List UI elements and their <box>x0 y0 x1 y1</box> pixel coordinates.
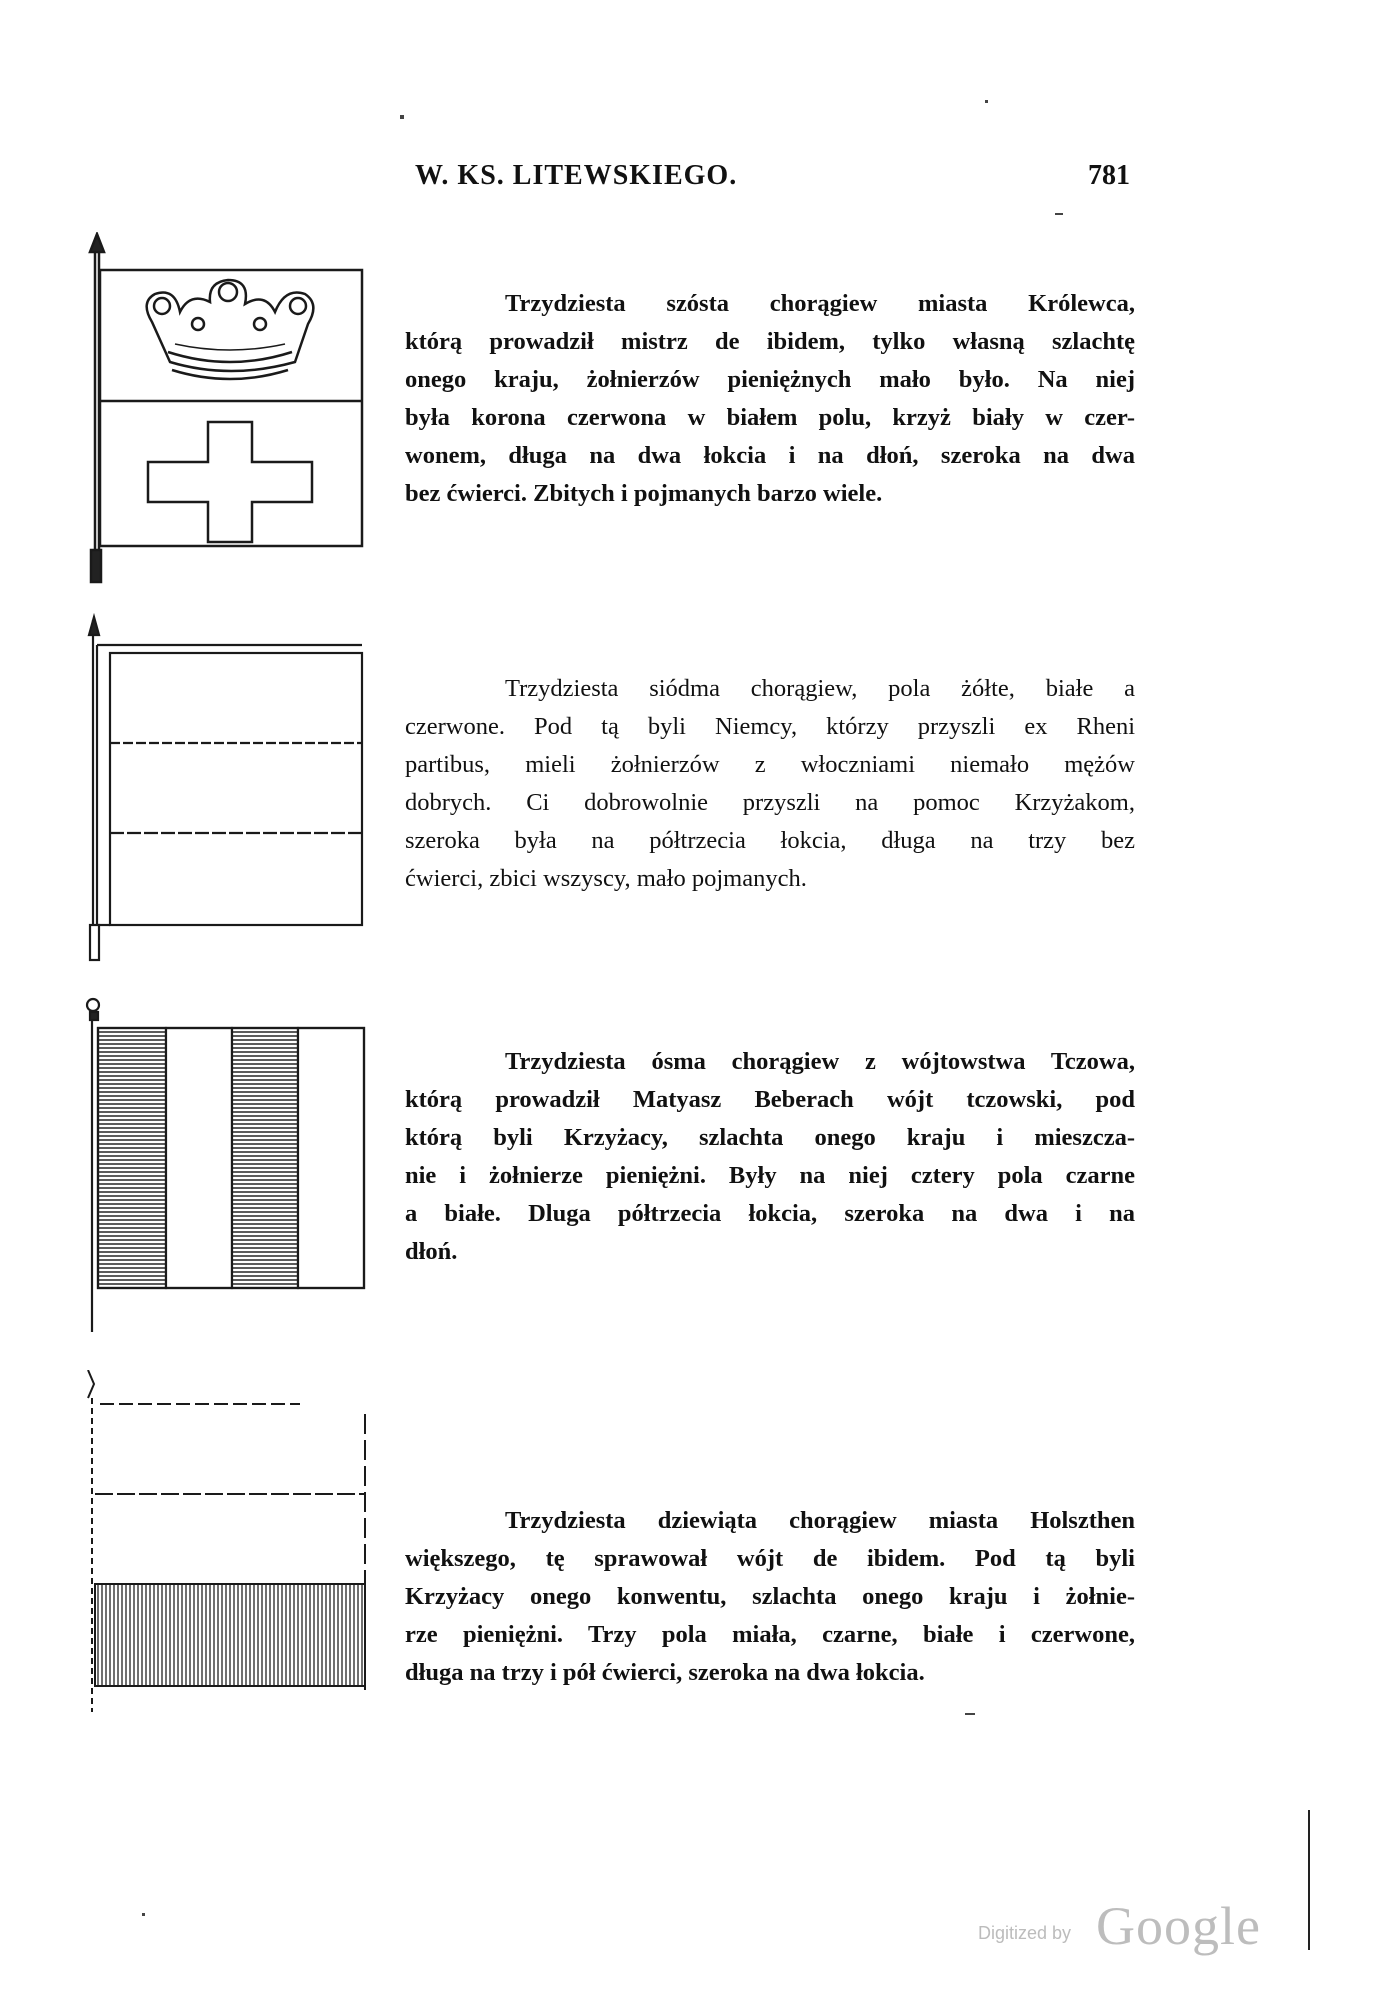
three-stripe-horizontal-flag <box>80 605 380 965</box>
entry-37 <box>405 670 1135 898</box>
page-number: 781 <box>1088 160 1130 191</box>
entry-line: dłoń. <box>405 1238 458 1265</box>
running-header <box>415 160 1130 200</box>
entry-line: szeroka była na półtrzecia łokcia, długa na trzy bez <box>405 827 1135 854</box>
scan-speck <box>985 100 988 103</box>
entry-line: dobrych. Ci dobrowolnie przyszli na pomoc Krzyżakom, <box>405 789 1135 816</box>
scan-speck <box>965 1713 975 1715</box>
watermark-prefix: Digitized by <box>978 1923 1072 1943</box>
entry-line: była korona czerwona w białem polu, krzyż biały w czer- <box>405 404 1135 431</box>
entry-line: ćwierci, zbici wszyscy, mało pojmanych. <box>405 865 807 892</box>
entry-line: Trzydziesta dziewiąta chorągiew miasta Holszthen <box>505 1507 1135 1534</box>
crown-over-cross-flag <box>80 232 380 592</box>
scan-speck <box>400 115 404 119</box>
google-logo: Google <box>1096 1896 1261 1956</box>
entry-line: większego, tę sprawował wójt de ibidem. Pod tą byli <box>405 1545 1135 1572</box>
entry-36 <box>405 285 1135 513</box>
entry-39 <box>405 1502 1135 1692</box>
entry-line: długa na trzy i pół ćwierci, szeroka na dwa łokcia. <box>405 1659 925 1686</box>
entry-line: wonem, długa na dwa łokcia i na dłoń, szeroka na dwa <box>405 442 1135 469</box>
four-field-vertical-flag <box>80 990 380 1340</box>
scan-speck <box>142 1913 145 1916</box>
three-field-horizontal-flag <box>80 1370 380 1730</box>
digitized-by-google-watermark <box>978 1895 1278 1955</box>
entry-line: rze pieniężni. Trzy pola miała, czarne, białe i czerwone, <box>405 1621 1135 1648</box>
entry-line: którą prowadził Matyasz Beberach wójt tczowski, pod <box>405 1086 1135 1113</box>
entry-line: Trzydziesta szósta chorągiew miasta Królewca, <box>505 290 1135 317</box>
entry-line: a białe. Dluga półtrzecia łokcia, szeroka na dwa i na <box>405 1200 1135 1227</box>
entry-38 <box>405 1043 1135 1271</box>
entry-line: Trzydziesta siódma chorągiew, pola żółte, białe a <box>505 675 1135 702</box>
scan-speck <box>1055 213 1063 215</box>
entry-line: Trzydziesta ósma chorągiew z wójtowstwa Tczowa, <box>505 1048 1135 1075</box>
entry-line: bez ćwierci. Zbitych i pojmanych barzo wiele. <box>405 480 883 507</box>
entry-line: Krzyżacy onego konwentu, szlachta onego kraju i żołnie- <box>405 1583 1135 1610</box>
scan-edge-mark <box>1308 1810 1310 1950</box>
entry-line: nie i żołnierze pieniężni. Były na niej cztery pola czarne <box>405 1162 1135 1189</box>
entry-line: którą prowadził mistrz de ibidem, tylko własną szlachtę <box>405 328 1135 355</box>
entry-line: onego kraju, żołnierzów pieniężnych mało było. Na niej <box>405 366 1135 393</box>
entry-line: czerwone. Pod tą byli Niemcy, którzy przyszli ex Rheni <box>405 713 1135 740</box>
entry-line: którą byli Krzyżacy, szlachta onego kraju i mieszcza- <box>405 1124 1135 1151</box>
running-title: W. KS. LITEWSKIEGO. <box>415 160 738 191</box>
entry-line: partibus, mieli żołnierzów z włoczniami niemało mężów <box>405 751 1135 778</box>
